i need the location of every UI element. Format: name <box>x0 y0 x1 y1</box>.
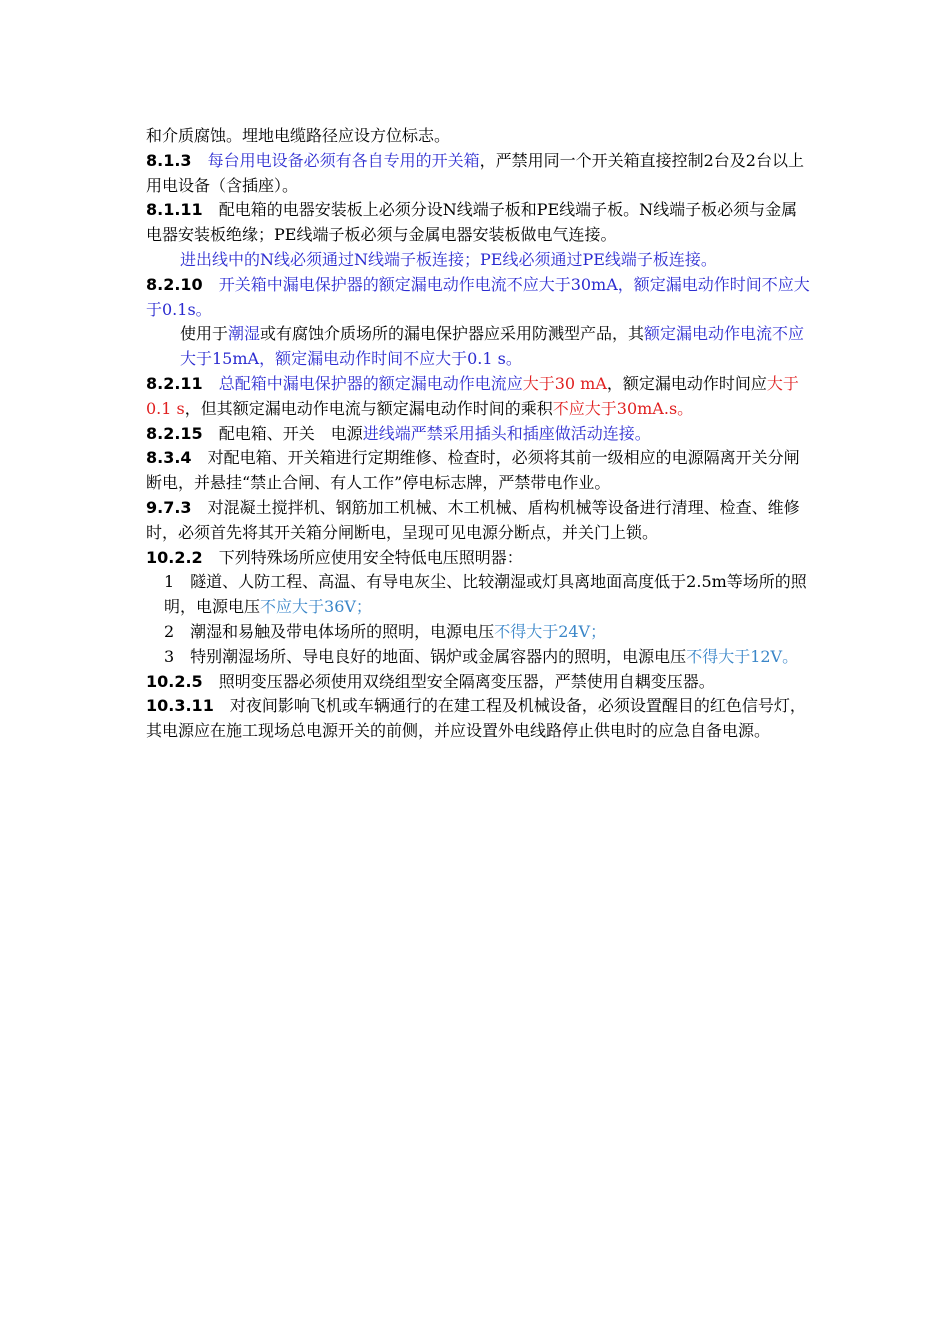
text-segment: 大于0.1 s <box>146 373 799 418</box>
text-segment: 进出线中的N线必须通过N线端子板连接；PE线必须通过PE线端子板连接。 <box>180 249 717 269</box>
text-segment: 开关箱中漏电保护器的额定漏电动作电流不应大于30mA，额定漏电动作时间不应大于0.1s。 <box>146 274 810 319</box>
paragraph-p7 <box>146 422 810 447</box>
paragraph-p11 <box>146 570 810 620</box>
paragraph-p1 <box>146 149 810 199</box>
clause-number: 9.7.3 <box>146 497 192 517</box>
text-segment: 总配箱中漏电保护器的额定漏电动作电流应 <box>202 373 523 393</box>
clause-number: 8.2.10 <box>146 274 203 294</box>
text-segment: 照明变压器必须使用双绕组型安全隔离变压器，严禁使用自耦变压器。 <box>202 671 715 691</box>
text-segment: 对配电箱、开关箱进行定期维修、检查时，必须将其前一级相应的电源隔离开关分闸断电，并悬挂“禁止合闸、有人工作”停电标志牌，严禁带电作业。 <box>146 448 800 493</box>
paragraph-p8 <box>146 446 810 496</box>
text-segment: 配电箱、开关 电源 <box>202 423 363 443</box>
clause-number: 8.1.3 <box>146 150 192 170</box>
clause-number: 8.2.15 <box>146 423 203 443</box>
text-segment: 不得大于24V； <box>494 621 607 641</box>
text-segment: ，严禁用同一个开关箱直接控制2台及2台以上用电设备（含插座）。 <box>146 150 804 195</box>
text-segment: 对夜间影响飞机或车辆通行的在建工程及机械设备，必须设置醒目的红色信号灯，其电源应在施工现场总电源开关的前侧，并应设置外电线路停止供电时的应急自备电源。 <box>146 696 806 741</box>
paragraph-p13 <box>146 645 810 670</box>
paragraph-p15 <box>146 694 810 744</box>
clause-number: 10.2.5 <box>146 671 203 691</box>
text-segment: 和介质腐蚀。埋地电缆路径应设方位标志。 <box>146 126 451 145</box>
paragraph-p0 <box>146 124 810 149</box>
text-segment: 不得大于12V。 <box>686 646 799 666</box>
paragraph-p3 <box>146 248 810 273</box>
text-segment: 每台用电设备必须有各自专用的开关箱 <box>191 150 480 170</box>
text-segment: 或有腐蚀介质场所的漏电保护器应采用防溅型产品，其 <box>260 324 645 344</box>
clause-number: 8.2.11 <box>146 373 203 393</box>
paragraph-p9 <box>146 496 810 546</box>
paragraph-p4 <box>146 273 810 323</box>
clause-number: 8.3.4 <box>146 448 192 468</box>
clause-number: 8.1.11 <box>146 200 203 220</box>
text-segment: 1 隧道、人防工程、高温、有导电灰尘、比较潮湿或灯具离地面高度低于2.5m等场所的照明，电源电压 <box>164 572 807 617</box>
text-segment: 对混凝土搅拌机、钢筋加工机械、木工机械、盾构机械等设备进行清理、检查、维修时，必须首先将其开关箱分闸断电，呈现可见电源分断点，并关门上锁。 <box>146 497 800 542</box>
text-segment: 大于30 mA <box>522 373 607 393</box>
paragraph-p2 <box>146 198 810 248</box>
paragraph-p14 <box>146 670 810 695</box>
text-segment: 不应大于30mA.s。 <box>552 398 694 418</box>
paragraph-p5 <box>146 322 810 372</box>
text-segment: 3 特别潮湿场所、导电良好的地面、锅炉或金属容器内的照明，电源电压 <box>164 646 687 666</box>
text-segment: ，额定漏电动作时间应 <box>606 373 767 393</box>
text-segment: 不应大于36V； <box>260 597 372 617</box>
clause-number: 10.3.11 <box>146 696 214 716</box>
paragraph-p12 <box>146 620 810 645</box>
text-segment: 使用于 <box>180 324 229 344</box>
text-segment: 进线端严禁采用插头和插座做活动连接。 <box>362 423 651 443</box>
text-segment: 下列特殊场所应使用安全特低电压照明器： <box>202 547 523 567</box>
clause-number: 10.2.2 <box>146 547 203 567</box>
text-segment: 潮湿 <box>228 324 261 344</box>
text-segment: ，但其额定漏电动作电流与额定漏电动作时间的乘积 <box>184 398 553 418</box>
document-page <box>146 124 810 744</box>
paragraph-p6 <box>146 372 810 422</box>
text-segment: 额定漏电动作电流不应大于15mA，额定漏电动作时间不应大于0.1 s。 <box>180 324 805 369</box>
text-segment: 2 潮湿和易触及带电体场所的照明，电源电压 <box>164 621 495 641</box>
text-segment: 配电箱的电器安装板上必须分设N线端子板和PE线端子板。N线端子板必须与金属电器安装板绝缘；PE线端子板必须与金属电器安装板做电气连接。 <box>146 200 798 245</box>
paragraph-p10 <box>146 546 810 571</box>
